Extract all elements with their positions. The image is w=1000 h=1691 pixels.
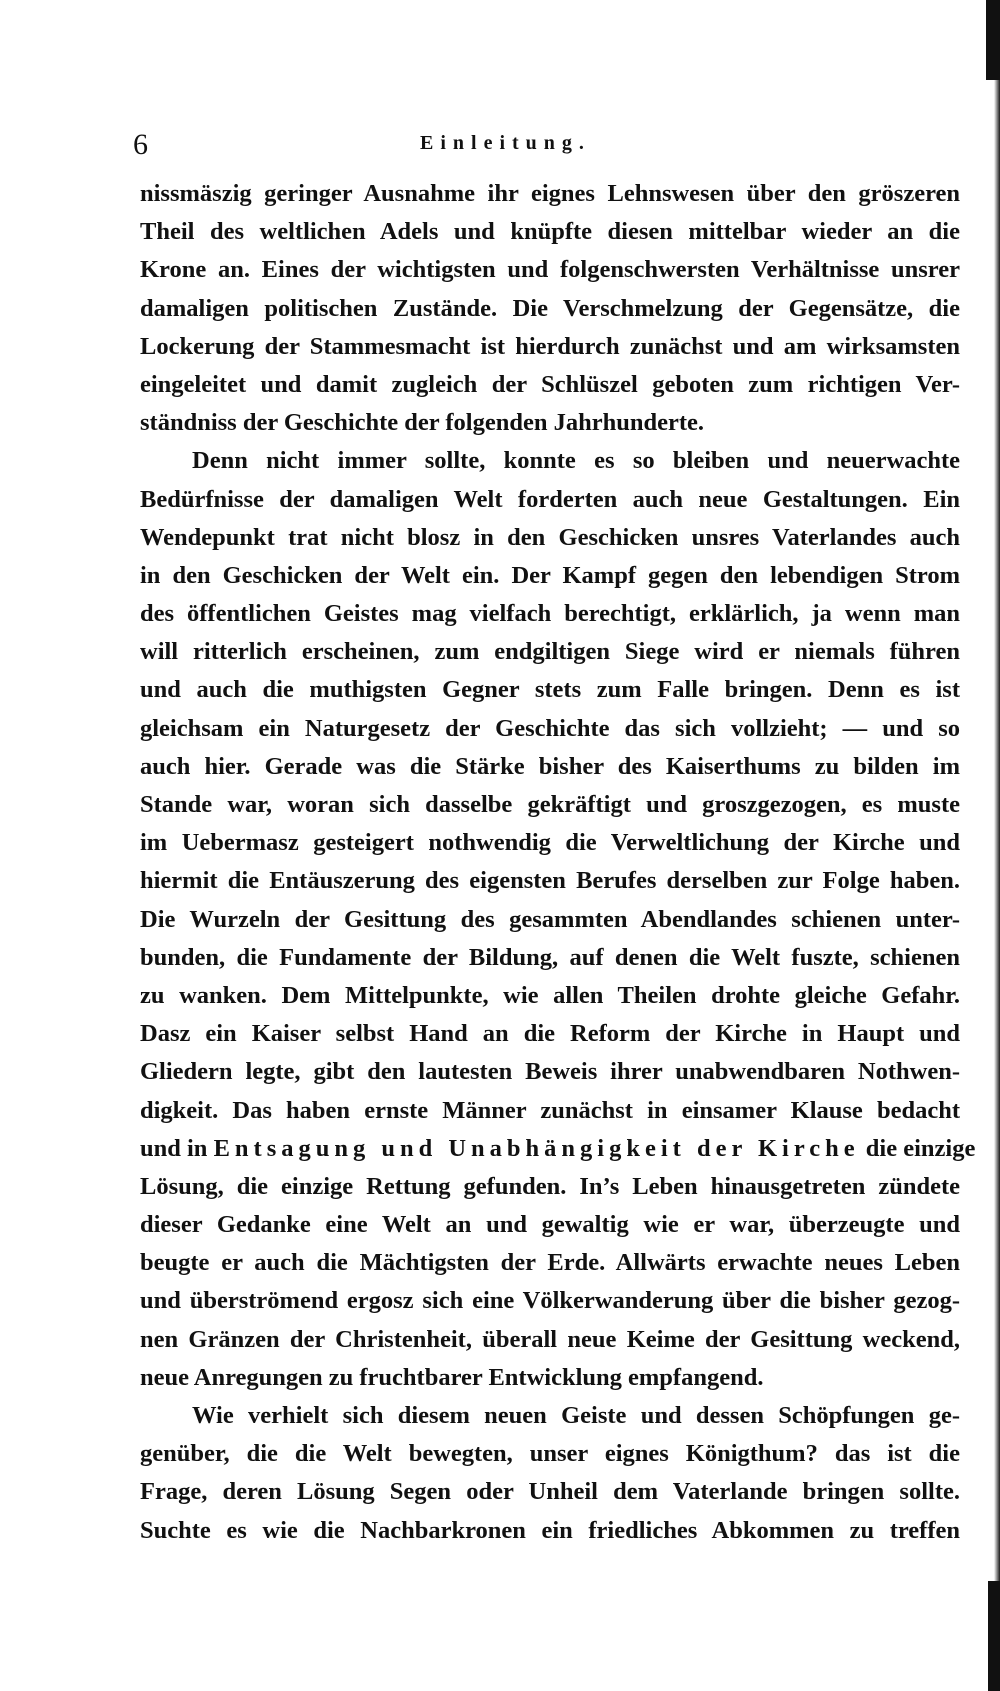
text-line: nen Gränzen der Christenheit, überall neue Keime der Gesittung weckend,	[140, 1325, 960, 1353]
text-line: ständniss der Geschichte der folgenden Jahrhunderte.	[140, 409, 704, 437]
text-line-with-emphasis	[140, 1130, 976, 1168]
text-line: eingeleitet und damit zugleich der Schlüszel geboten zum richtigen Ver-	[140, 370, 960, 398]
text-line: genüber, die die Welt bewegten, unser eignes Königthum? das ist die	[140, 1440, 960, 1468]
text-segment: die einzige	[865, 1134, 976, 1162]
text-line: Bedürfnisse der damaligen Welt forderten auch neue Gestaltungen. Ein	[140, 485, 960, 513]
text-segment: und in	[140, 1134, 208, 1162]
running-head: Einleitung.	[420, 132, 591, 154]
text-line: Stande war, woran sich dasselbe gekräftigt und groszgezogen, es muste	[140, 791, 960, 818]
page-number: 6	[133, 128, 148, 161]
text-line: zu wanken. Dem Mittelpunkte, wie allen Theilen drohte gleiche Gefahr.	[140, 981, 960, 1009]
text-line: neue Anregungen zu fruchtbarer Entwicklung empfangend.	[140, 1363, 764, 1391]
text-line: Wie verhielt sich diesem neuen Geiste und dessen Schöpfungen ge-	[192, 1402, 960, 1429]
text-line: will ritterlich erscheinen, zum endgiltigen Siege wird er niemals führen	[140, 638, 960, 666]
scan-edge-mark-top	[986, 0, 1000, 80]
text-line: Die Wurzeln der Gesittung des gesammten Abendlandes schienen unter-	[140, 905, 960, 933]
text-line: hiermit die Entäuszerung des eigensten Berufes derselben zur Folge haben.	[140, 867, 960, 895]
text-line: Krone an. Eines der wichtigsten und folgenschwersten Verhältnisse unsrer	[140, 256, 960, 284]
text-line: und auch die muthigsten Gegner stets zum Falle bringen. Denn es ist	[140, 676, 960, 704]
text-line: Theil des weltlichen Adels und knüpfte diesen mittelbar wieder an die	[140, 218, 960, 246]
text-line: beugte er auch die Mächtigsten der Erde. Allwärts erwachte neues Leben	[140, 1249, 960, 1277]
text-line: Frage, deren Lösung Segen oder Unheil dem Vaterlande bringen sollte.	[140, 1478, 960, 1506]
text-line: Wendepunkt trat nicht blosz in den Geschicken unsres Vaterlandes auch	[140, 523, 960, 551]
text-line: digkeit. Das haben ernste Männer zunächst in einsamer Klause bedacht	[140, 1096, 960, 1124]
text-line: in den Geschicken der Welt ein. Der Kampf gegen den lebendigen Strom	[140, 561, 960, 589]
text-line: des öffentlichen Geistes mag vielfach berechtigt, erklärlich, ja wenn man	[140, 600, 960, 628]
text-line: damaligen politischen Zustände. Die Verschmelzung der Gegensätze, die	[140, 294, 960, 322]
text-line: Dasz ein Kaiser selbst Hand an die Reform der Kirche in Haupt und	[140, 1020, 960, 1048]
page-edge-shadow	[994, 0, 1000, 1691]
body-text	[140, 175, 976, 1550]
text-line: Gliedern legte, gibt den lautesten Beweis ihrer unabwendbaren Nothwen-	[140, 1058, 960, 1086]
scan-edge-mark-bottom	[988, 1581, 1000, 1691]
text-line: im Uebermasz gesteigert nothwendig die Verweltlichung der Kirche und	[140, 829, 960, 857]
text-line: Lösung, die einzige Rettung gefunden. In’s Leben hinausgetreten zündete	[140, 1172, 960, 1200]
text-line: und überströmend ergosz sich eine Völkerwanderung über die bisher gezog-	[140, 1287, 960, 1315]
text-line: nissmäszig geringer Ausnahme ihr eignes Lehnswesen über den gröszeren	[140, 180, 960, 207]
text-line: auch hier. Gerade was die Stärke bisher des Kaiserthums zu bilden im	[140, 752, 960, 780]
emphasized-phrase: Entsagung und Unabhängigkeit der Kirche	[213, 1134, 860, 1162]
text-line: bunden, die Fundamente der Bildung, auf denen die Welt fuszte, schienen	[140, 943, 960, 971]
text-line: Suchte es wie die Nachbarkronen ein friedliches Abkommen zu treffen	[140, 1516, 960, 1544]
text-line: Lockerung der Stammesmacht ist hierdurch zunächst und am wirksamsten	[140, 332, 960, 360]
text-line: Denn nicht immer sollte, konnte es so bleiben und neuerwachte	[192, 447, 960, 475]
text-line: dieser Gedanke eine Welt an und gewaltig wie er war, überzeugte und	[140, 1211, 960, 1239]
text-line: gleichsam ein Naturgesetz der Geschichte das sich vollzieht; — und so	[140, 714, 960, 742]
